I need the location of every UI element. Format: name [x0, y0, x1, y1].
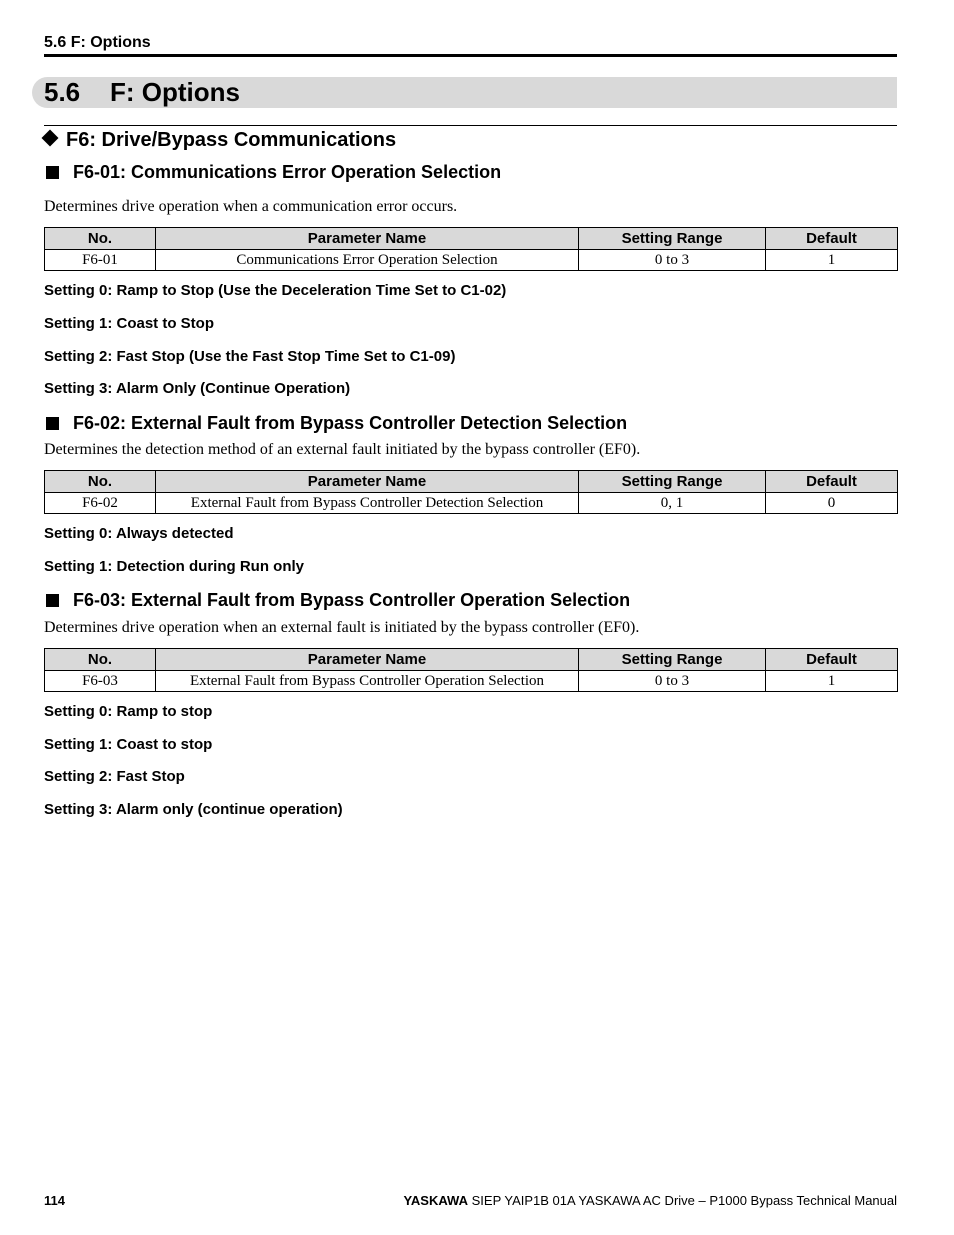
table-header-row	[45, 228, 898, 250]
cell-default: 1	[766, 250, 898, 271]
section-rule	[44, 125, 897, 126]
setting-item: Setting 3: Alarm Only (Continue Operation)	[44, 380, 351, 397]
page-number: 114	[44, 1193, 65, 1208]
subsection-title: F6: Drive/Bypass Communications	[66, 129, 397, 151]
setting-item: Setting 2: Fast Stop	[44, 768, 185, 785]
param-heading-text: F6-01: Communications Error Operation Selection	[73, 162, 502, 182]
setting-item: Setting 3: Alarm only (continue operation)	[44, 801, 343, 818]
cell-no: F6-03	[45, 671, 156, 692]
param-heading-f6-02	[44, 413, 627, 434]
param-heading-f6-01	[44, 162, 501, 183]
cell-name: Communications Error Operation Selection	[156, 250, 579, 271]
cell-no: F6-01	[45, 250, 156, 271]
table-header-row	[45, 649, 898, 671]
setting-item: Setting 1: Detection during Run only	[44, 558, 304, 575]
col-header-default: Default	[766, 471, 898, 493]
param-description: Determines the detection method of an external fault initiated by the bypass controller (EF0).	[44, 441, 641, 458]
cell-default: 0	[766, 493, 898, 514]
param-heading-text: F6-02: External Fault from Bypass Controller Detection Selection	[73, 413, 628, 433]
param-heading-f6-03	[44, 590, 630, 611]
cell-range: 0 to 3	[579, 671, 766, 692]
section-number: 5.6	[44, 77, 81, 107]
cell-default: 1	[766, 671, 898, 692]
param-description: Determines drive operation when an external fault is initiated by the bypass controller (EF0).	[44, 619, 640, 636]
col-header-default: Default	[766, 228, 898, 250]
col-header-range: Setting Range	[579, 471, 766, 493]
setting-item: Setting 2: Fast Stop (Use the Fast Stop Time Set to C1-09)	[44, 348, 456, 365]
running-header: 5.6 F: Options	[44, 34, 151, 51]
footer-manual-text: SIEP YAIP1B 01A YASKAWA AC Drive – P1000 Bypass Technical Manual	[471, 1193, 897, 1208]
cell-range: 0, 1	[579, 493, 766, 514]
param-description: Determines drive operation when a communication error occurs.	[44, 198, 458, 215]
col-header-name: Parameter Name	[156, 228, 579, 250]
col-header-name: Parameter Name	[156, 649, 579, 671]
section-title-text: F: Options	[110, 77, 240, 107]
section-title	[44, 77, 240, 108]
parameter-table-f6-01	[44, 227, 898, 271]
square-bullet-icon	[46, 594, 59, 607]
setting-item: Setting 1: Coast to stop	[44, 736, 213, 753]
cell-no: F6-02	[45, 493, 156, 514]
parameter-table-f6-02	[44, 470, 898, 514]
square-bullet-icon	[46, 417, 59, 430]
col-header-no: No.	[45, 649, 156, 671]
cell-range: 0 to 3	[579, 250, 766, 271]
square-bullet-icon	[46, 166, 59, 179]
footer-brand: YASKAWA	[403, 1193, 468, 1208]
col-header-no: No.	[45, 228, 156, 250]
diamond-bullet-icon	[42, 130, 59, 147]
param-heading-text: F6-03: External Fault from Bypass Controller Operation Selection	[73, 590, 631, 610]
setting-item: Setting 0: Ramp to stop	[44, 703, 213, 720]
col-header-default: Default	[766, 649, 898, 671]
parameter-table-f6-03	[44, 648, 898, 692]
subsection-heading	[40, 129, 396, 152]
col-header-range: Setting Range	[579, 228, 766, 250]
footer-manual-title	[403, 1193, 897, 1208]
setting-item: Setting 0: Always detected	[44, 525, 234, 542]
setting-item: Setting 0: Ramp to Stop (Use the Deceleration Time Set to C1-02)	[44, 282, 507, 299]
setting-item: Setting 1: Coast to Stop	[44, 315, 214, 332]
table-row	[45, 493, 898, 514]
cell-name: External Fault from Bypass Controller Detection Selection	[156, 493, 579, 514]
table-row	[45, 671, 898, 692]
table-row	[45, 250, 898, 271]
col-header-range: Setting Range	[579, 649, 766, 671]
table-header-row	[45, 471, 898, 493]
col-header-name: Parameter Name	[156, 471, 579, 493]
cell-name: External Fault from Bypass Controller Operation Selection	[156, 671, 579, 692]
header-rule	[44, 54, 897, 57]
col-header-no: No.	[45, 471, 156, 493]
